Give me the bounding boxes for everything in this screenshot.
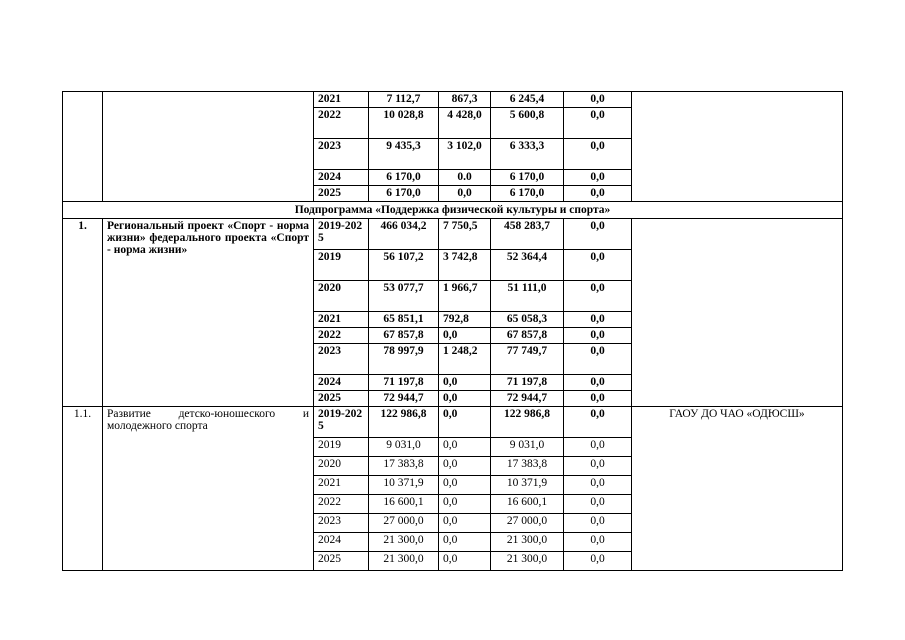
amount-cell: 10 371,9 — [491, 476, 564, 495]
amount-cell: 0,0 — [564, 219, 632, 250]
amount-cell: 0,0 — [564, 186, 632, 202]
executor-cell — [632, 219, 843, 407]
measure-name: Региональный проект «Спорт - норма жизни» федерального проекта «Спорт - норма жизни» — [103, 219, 314, 407]
amount-cell: 0,0 — [564, 312, 632, 328]
amount-cell: 6 170,0 — [491, 170, 564, 186]
amount-cell: 0,0 — [439, 391, 491, 407]
amount-cell: 5 600,8 — [491, 108, 564, 139]
amount-cell: 0,0 — [564, 476, 632, 495]
total-cell: 65 851,1 — [369, 312, 439, 328]
year-cell: 2025 — [314, 552, 369, 571]
amount-cell: 0,0 — [564, 328, 632, 344]
amount-cell: 0,0 — [564, 552, 632, 571]
total-cell: 466 034,2 — [369, 219, 439, 250]
amount-cell: 0,0 — [564, 108, 632, 139]
year-cell: 2024 — [314, 375, 369, 391]
total-cell: 17 383,8 — [369, 457, 439, 476]
amount-cell: 0,0 — [439, 533, 491, 552]
amount-cell: 6 170,0 — [491, 186, 564, 202]
year-cell: 2019-2025 — [314, 219, 369, 250]
amount-cell: 0,0 — [564, 407, 632, 438]
total-cell: 6 170,0 — [369, 170, 439, 186]
total-cell: 16 600,1 — [369, 495, 439, 514]
amount-cell: 9 031,0 — [491, 438, 564, 457]
executor-cell: ГАОУ ДО ЧАО «ОДЮСШ» — [632, 407, 843, 571]
total-cell: 72 944,7 — [369, 391, 439, 407]
subprogram-title: Подпрограмма «Поддержка физической культуры и спорта» — [63, 202, 843, 219]
year-cell: 2021 — [314, 312, 369, 328]
year-cell: 2020 — [314, 457, 369, 476]
amount-cell: 0,0 — [439, 514, 491, 533]
amount-cell: 0.0 — [439, 170, 491, 186]
total-cell: 21 300,0 — [369, 552, 439, 571]
amount-cell: 122 986,8 — [491, 407, 564, 438]
amount-cell: 792,8 — [439, 312, 491, 328]
amount-cell: 1 966,7 — [439, 281, 491, 312]
amount-cell: 67 857,8 — [491, 328, 564, 344]
row-number: 1. — [63, 219, 103, 407]
total-cell: 9 435,3 — [369, 139, 439, 170]
executor-cell — [632, 92, 843, 202]
row-number: 1.1. — [63, 407, 103, 571]
total-cell: 53 077,7 — [369, 281, 439, 312]
amount-cell: 21 300,0 — [491, 533, 564, 552]
amount-cell: 0,0 — [564, 92, 632, 108]
amount-cell: 1 248,2 — [439, 344, 491, 375]
total-cell: 71 197,8 — [369, 375, 439, 391]
amount-cell: 71 197,8 — [491, 375, 564, 391]
amount-cell: 72 944,7 — [491, 391, 564, 407]
amount-cell: 27 000,0 — [491, 514, 564, 533]
amount-cell: 867,3 — [439, 92, 491, 108]
amount-cell: 0,0 — [564, 438, 632, 457]
total-cell: 67 857,8 — [369, 328, 439, 344]
amount-cell: 0,0 — [439, 495, 491, 514]
table-row — [63, 219, 843, 250]
amount-cell: 65 058,3 — [491, 312, 564, 328]
amount-cell: 0,0 — [564, 344, 632, 375]
amount-cell: 0,0 — [439, 476, 491, 495]
total-cell: 78 997,9 — [369, 344, 439, 375]
year-cell: 2025 — [314, 186, 369, 202]
table-row — [63, 407, 843, 438]
total-cell: 21 300,0 — [369, 533, 439, 552]
total-cell: 9 031,0 — [369, 438, 439, 457]
amount-cell: 77 749,7 — [491, 344, 564, 375]
year-cell: 2025 — [314, 391, 369, 407]
year-cell: 2021 — [314, 92, 369, 108]
year-cell: 2024 — [314, 533, 369, 552]
amount-cell: 0,0 — [564, 457, 632, 476]
amount-cell: 0,0 — [439, 552, 491, 571]
year-cell: 2022 — [314, 328, 369, 344]
amount-cell: 0,0 — [439, 375, 491, 391]
year-cell: 2021 — [314, 476, 369, 495]
total-cell: 122 986,8 — [369, 407, 439, 438]
year-cell: 2019 — [314, 250, 369, 281]
total-cell: 56 107,2 — [369, 250, 439, 281]
amount-cell: 0,0 — [439, 328, 491, 344]
amount-cell: 0,0 — [439, 457, 491, 476]
amount-cell: 0,0 — [564, 139, 632, 170]
total-cell: 27 000,0 — [369, 514, 439, 533]
amount-cell: 0,0 — [564, 170, 632, 186]
total-cell: 10 371,9 — [369, 476, 439, 495]
measure-name: Развитие детско-юношеского и молодежного спорта — [103, 407, 314, 571]
amount-cell: 21 300,0 — [491, 552, 564, 571]
amount-cell: 4 428,0 — [439, 108, 491, 139]
amount-cell: 7 750,5 — [439, 219, 491, 250]
amount-cell: 52 364,4 — [491, 250, 564, 281]
amount-cell: 51 111,0 — [491, 281, 564, 312]
amount-cell: 3 742,8 — [439, 250, 491, 281]
table-row — [63, 92, 843, 108]
amount-cell: 6 333,3 — [491, 139, 564, 170]
year-cell: 2022 — [314, 108, 369, 139]
amount-cell: 0,0 — [564, 495, 632, 514]
year-cell: 2023 — [314, 139, 369, 170]
year-cell: 2024 — [314, 170, 369, 186]
amount-cell: 0,0 — [439, 438, 491, 457]
amount-cell: 17 383,8 — [491, 457, 564, 476]
measure-name — [103, 92, 314, 202]
row-number — [63, 92, 103, 202]
total-cell: 10 028,8 — [369, 108, 439, 139]
amount-cell: 0,0 — [439, 186, 491, 202]
amount-cell: 0,0 — [564, 391, 632, 407]
amount-cell: 3 102,0 — [439, 139, 491, 170]
total-cell: 7 112,7 — [369, 92, 439, 108]
amount-cell: 0,0 — [564, 514, 632, 533]
year-cell: 2022 — [314, 495, 369, 514]
amount-cell: 458 283,7 — [491, 219, 564, 250]
budget-table — [62, 91, 843, 571]
year-cell: 2023 — [314, 514, 369, 533]
amount-cell: 0,0 — [564, 250, 632, 281]
year-cell: 2020 — [314, 281, 369, 312]
amount-cell: 0,0 — [564, 533, 632, 552]
table-body — [63, 92, 843, 571]
year-cell: 2023 — [314, 344, 369, 375]
total-cell: 6 170,0 — [369, 186, 439, 202]
amount-cell: 6 245,4 — [491, 92, 564, 108]
amount-cell: 16 600,1 — [491, 495, 564, 514]
year-cell: 2019 — [314, 438, 369, 457]
amount-cell: 0,0 — [439, 407, 491, 438]
amount-cell: 0,0 — [564, 375, 632, 391]
year-cell: 2019-2025 — [314, 407, 369, 438]
amount-cell: 0,0 — [564, 281, 632, 312]
subprogram-row — [63, 202, 843, 219]
